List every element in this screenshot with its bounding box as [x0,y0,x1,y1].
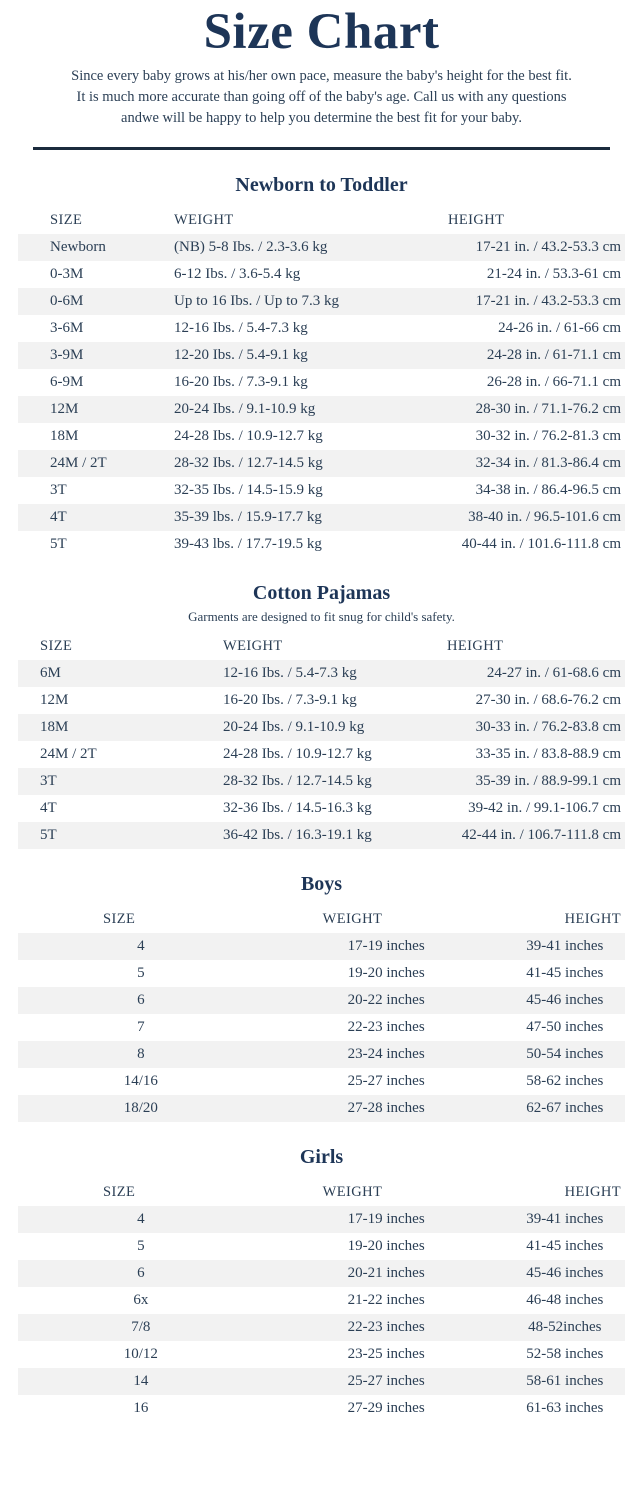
cell-height: 32-34 in. / 81.3-86.4 cm [475,454,621,471]
table-cotton-pajamas [18,633,625,849]
cell-height: 28-30 in. / 71.1-76.2 cm [475,400,621,417]
cell-height: 34-38 in. / 86.4-96.5 cm [475,481,621,498]
cell-size: 5T [40,826,57,843]
table-row [18,504,625,531]
cell-weight: 23-25 inches [347,1345,425,1362]
cell-height: 17-21 in. / 43.2-53.3 cm [475,292,621,309]
cell-height: 41-45 inches [526,1237,604,1254]
table-newborn-to-toddler [18,207,625,558]
cell-weight: 27-28 inches [347,1099,425,1116]
cell-weight: 39-43 lbs. / 17.7-19.5 kg [174,535,322,552]
column-header-size: SIZE [40,637,73,654]
cell-weight: 12-16 Ibs. / 5.4-7.3 kg [223,664,357,681]
cell-weight: 17-19 inches [347,1210,425,1227]
table-row [18,1395,625,1422]
cell-weight: 19-20 inches [347,1237,425,1254]
cell-size: Newborn [50,238,106,255]
cell-size: 7/8 [131,1318,151,1335]
table-row [18,1206,625,1233]
section-title-newborn-to-toddler: Newborn to Toddler [235,173,408,196]
cell-height: 52-58 inches [526,1345,604,1362]
table-row [18,396,625,423]
table-row [18,1041,625,1068]
table-row [18,423,625,450]
column-header-weight: WEIGHT [322,1183,383,1200]
cell-size: 18/20 [123,1099,158,1116]
page-title: Size Chart [203,4,440,60]
cell-weight: 16-20 Ibs. / 7.3-9.1 kg [223,691,357,708]
table-header-row [18,1179,625,1206]
table-row [18,933,625,960]
cell-height: 41-45 inches [526,964,604,981]
table-row [18,1068,625,1095]
cell-size: 24M / 2T [50,454,107,471]
cell-height: 30-32 in. / 76.2-81.3 cm [475,427,621,444]
cell-height: 45-46 inches [526,1264,604,1281]
cell-weight: Up to 16 Ibs. / Up to 7.3 kg [174,292,339,309]
cell-size: 4 [137,937,145,954]
cell-height: 24-26 in. / 61-66 cm [498,319,621,336]
intro-line: Since every baby grows at his/her own pace, measure the baby's height for the best fit. [71,67,572,84]
cell-size: 8 [137,1045,145,1062]
table-row [18,1287,625,1314]
cell-size: 6-9M [50,373,84,390]
cell-height: 27-30 in. / 68.6-76.2 cm [475,691,621,708]
cell-size: 4T [40,799,57,816]
column-header-size: SIZE [103,910,136,927]
cell-weight: 20-24 Ibs. / 9.1-10.9 kg [223,718,365,735]
cell-height: 24-28 in. / 61-71.1 cm [486,346,621,363]
table-row [18,1095,625,1122]
cell-size: 6 [137,991,145,1008]
cell-height: 45-46 inches [526,991,604,1008]
cell-size: 3-9M [50,346,84,363]
cell-size: 5 [137,964,145,981]
cell-size: 12M [50,400,79,417]
table-row [18,960,625,987]
cell-size: 6M [40,664,61,681]
cell-size: 6 [137,1264,145,1281]
cell-size: 7 [137,1018,145,1035]
cell-weight: 12-16 Ibs. / 5.4-7.3 kg [174,319,308,336]
cell-weight: 24-28 Ibs. / 10.9-12.7 kg [174,427,323,444]
table-row [18,261,625,288]
cell-height: 38-40 in. / 96.5-101.6 cm [468,508,621,525]
cell-height: 58-62 inches [526,1072,604,1089]
table-row [18,987,625,1014]
table-row [18,822,625,849]
divider [0,147,643,150]
table-row [18,1233,625,1260]
cell-size: 24M / 2T [40,745,97,762]
table-header-row [18,207,625,234]
cell-weight: 25-27 inches [347,1072,425,1089]
cell-weight: 21-22 inches [347,1291,425,1308]
cell-size: 16 [133,1399,149,1416]
table-boys [18,906,625,1122]
cell-weight: 20-24 Ibs. / 9.1-10.9 kg [174,400,316,417]
section-title-boys: Boys [300,872,343,895]
table-row [18,531,625,558]
table-row [18,1014,625,1041]
cell-weight: 6-12 Ibs. / 3.6-5.4 kg [174,265,301,282]
table-row [18,768,625,795]
cell-height: 21-24 in. / 53.3-61 cm [486,265,621,282]
cell-weight: 25-27 inches [347,1372,425,1389]
cell-weight: 32-36 Ibs. / 14.5-16.3 kg [223,799,372,816]
cell-height: 17-21 in. / 43.2-53.3 cm [475,238,621,255]
column-header-weight: WEIGHT [174,211,234,228]
table-row [18,714,625,741]
cell-weight: 19-20 inches [347,964,425,981]
cell-height: 33-35 in. / 83.8-88.9 cm [475,745,621,762]
cell-weight: 23-24 inches [347,1045,425,1062]
table-row [18,369,625,396]
table-row [18,288,625,315]
cell-height: 30-33 in. / 76.2-83.8 cm [475,718,621,735]
table-row [18,741,625,768]
cell-size: 12M [40,691,69,708]
column-header-height: HEIGHT [564,1183,621,1200]
cell-height: 39-41 inches [526,937,604,954]
cell-size: 18M [40,718,69,735]
table-row [18,342,625,369]
cell-size: 14/16 [123,1072,158,1089]
column-header-size: SIZE [50,211,83,228]
cell-height: 42-44 in. / 106.7-111.8 cm [461,826,621,843]
cell-height: 39-42 in. / 99.1-106.7 cm [468,799,621,816]
column-header-size: SIZE [103,1183,136,1200]
cell-weight: (NB) 5-8 Ibs. / 2.3-3.6 kg [174,238,328,255]
cell-size: 0-3M [50,265,84,282]
cell-size: 6x [133,1291,149,1308]
cell-weight: 35-39 lbs. / 15.9-17.7 kg [174,508,322,525]
section-title-cotton-pajamas: Cotton Pajamas [252,581,391,604]
cell-height: 39-41 inches [526,1210,604,1227]
column-header-height: HEIGHT [448,211,505,228]
section-title-girls: Girls [299,1145,344,1168]
cell-size: 3-6M [50,319,84,336]
cell-size: 3T [50,481,67,498]
cell-weight: 22-23 inches [347,1318,425,1335]
cell-weight: 17-19 inches [347,937,425,954]
cell-height: 48-52inches [528,1318,602,1335]
table-row [18,234,625,261]
column-header-weight: WEIGHT [322,910,383,927]
cell-height: 24-27 in. / 61-68.6 cm [486,664,621,681]
table-row [18,1341,625,1368]
table-row [18,687,625,714]
cell-height: 58-61 inches [526,1372,604,1389]
cell-height: 50-54 inches [526,1045,604,1062]
intro-line: andwe will be happy to help you determine the best fit for your baby. [121,109,522,126]
section-subtitle-cotton-pajamas: Garments are designed to fit snug for child's safety. [188,608,455,624]
cell-weight: 36-42 Ibs. / 16.3-19.1 kg [223,826,372,843]
size-chart-page [0,6,643,1432]
table-row [18,450,625,477]
cell-weight: 12-20 Ibs. / 5.4-9.1 kg [174,346,308,363]
cell-size: 14 [133,1372,149,1389]
cell-height: 26-28 in. / 66-71.1 cm [486,373,621,390]
table-row [18,315,625,342]
table-row [18,1368,625,1395]
cell-height: 46-48 inches [526,1291,604,1308]
table-row [18,660,625,687]
cell-size: 18M [50,427,79,444]
cell-height: 35-39 in. / 88.9-99.1 cm [475,772,621,789]
divider-line [33,147,610,150]
cell-height: 62-67 inches [526,1099,604,1116]
column-header-weight: WEIGHT [223,637,283,654]
cell-weight: 22-23 inches [347,1018,425,1035]
cell-height: 40-44 in. / 101.6-111.8 cm [461,535,621,552]
cell-height: 61-63 inches [526,1399,604,1416]
column-header-height: HEIGHT [564,910,621,927]
column-header-height: HEIGHT [447,637,504,654]
cell-weight: 20-22 inches [347,991,425,1008]
cell-weight: 27-29 inches [347,1399,425,1416]
cell-weight: 32-35 Ibs. / 14.5-15.9 kg [174,481,323,498]
table-header-row [18,906,625,933]
cell-height: 47-50 inches [526,1018,604,1035]
cell-weight: 16-20 Ibs. / 7.3-9.1 kg [174,373,308,390]
table-row [18,1260,625,1287]
cell-size: 5 [137,1237,145,1254]
intro-line: It is much more accurate than going off of the baby's age. Call us with any questions [76,88,567,105]
table-row [18,795,625,822]
cell-size: 4 [137,1210,145,1227]
cell-size: 10/12 [123,1345,158,1362]
cell-size: 0-6M [50,292,84,309]
cell-weight: 28-32 Ibs. / 12.7-14.5 kg [174,454,323,471]
cell-weight: 24-28 Ibs. / 10.9-12.7 kg [223,745,372,762]
table-girls [18,1179,625,1422]
table-row [18,1314,625,1341]
table-row [18,477,625,504]
table-header-row [18,633,625,660]
cell-size: 3T [40,772,57,789]
cell-size: 5T [50,535,67,552]
cell-weight: 28-32 Ibs. / 12.7-14.5 kg [223,772,372,789]
cell-size: 4T [50,508,67,525]
cell-weight: 20-21 inches [347,1264,425,1281]
intro-text [0,66,643,129]
